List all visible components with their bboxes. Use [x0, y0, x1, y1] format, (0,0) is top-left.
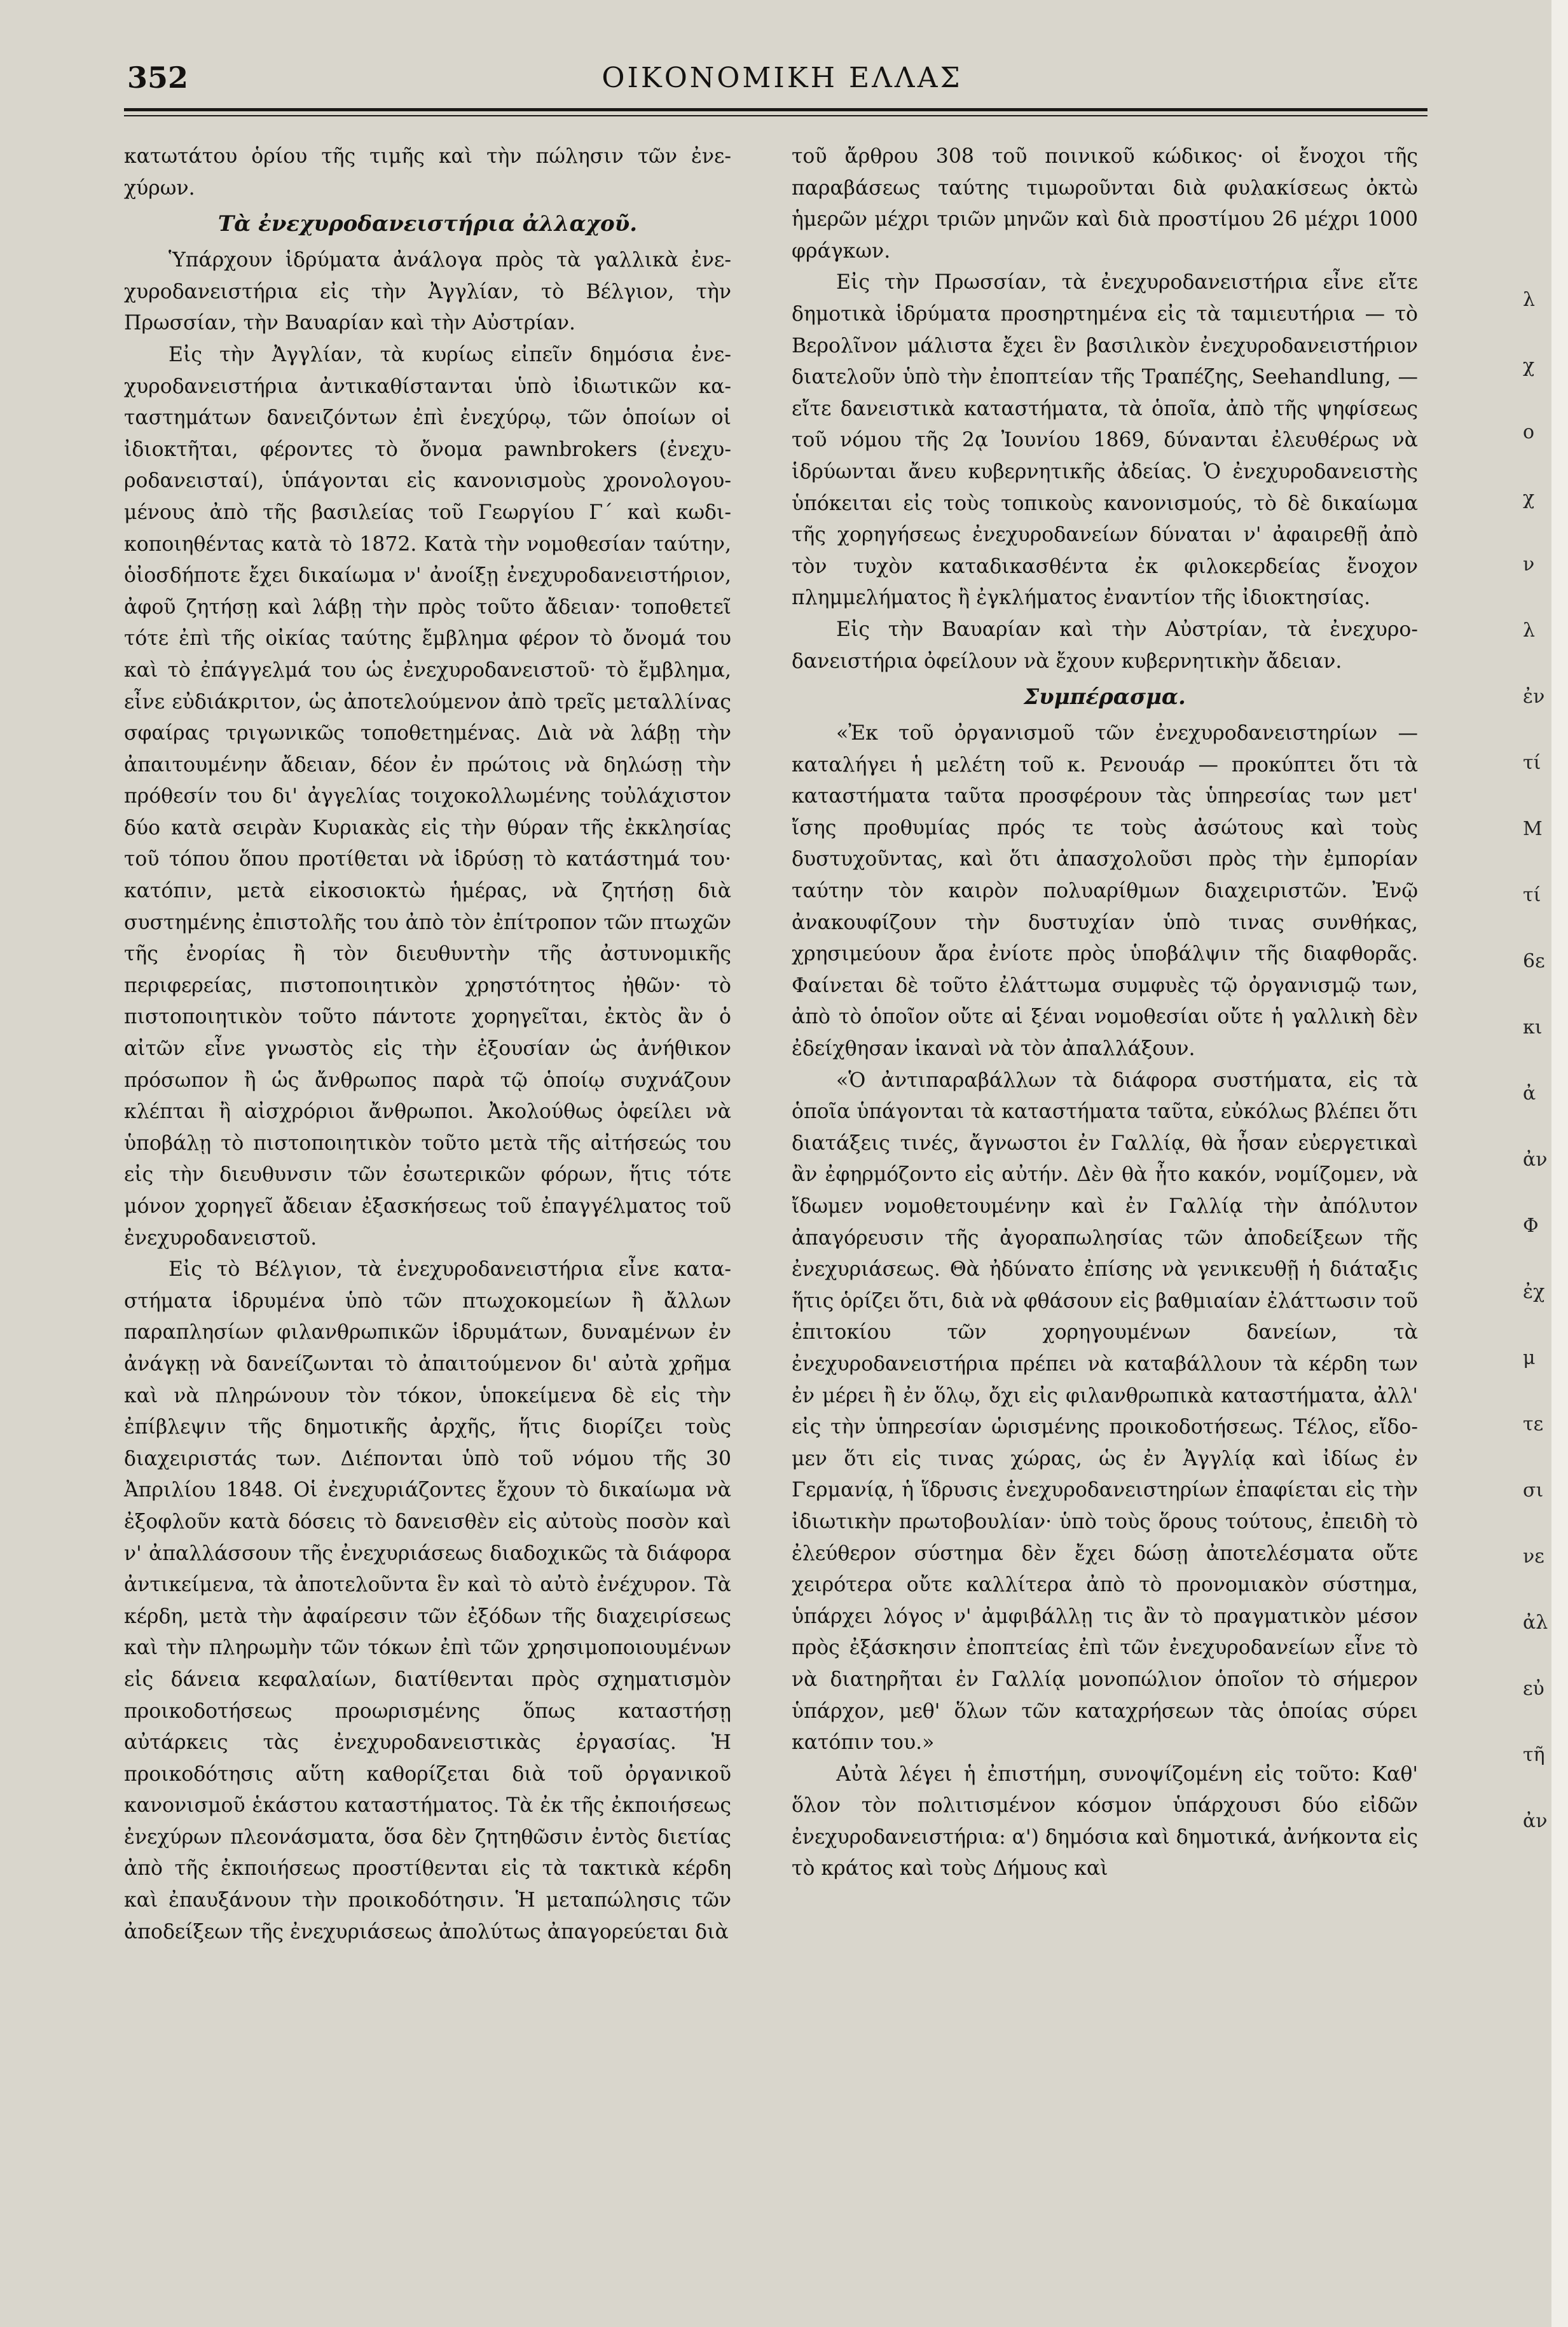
edge-fragment: ἀ [1523, 1082, 1536, 1105]
edge-fragment: κι [1523, 1016, 1543, 1039]
edge-fragment: εὐ [1523, 1678, 1544, 1700]
running-title: ΟΙΚΟΝΟΜΙΚΗ ΕΛΛΑΣ [602, 62, 963, 94]
page-header [127, 60, 1437, 105]
header-rule-thin [124, 115, 1427, 116]
conclusion-paragraph-2: «Ὁ ἀντιπαραβάλλων τὰ διάφορα συστήματα, εἰς τὰ ὁποῖα ὑπάγονται τὰ καταστήματα ταῦτα, εὐκόλως βλέπει ὅτι διατάξεις τινές, ἄγνωστοι ἐν Γαλλίᾳ, θὰ ἦσαν εὐεργετικαὶ ἂν ἐφηρμόζοντο εἰς αὐτήν. Δὲν θὰ ἦτο κακόν, νομίζομεν, νὰ ἴδωμεν νομοθετουμένην καὶ ἐν Γαλλίᾳ τὴν ἀπόλυτον ἀπαγόρευσιν τῆς ἀγοραπωλησίας τῶν ἀποδείξεων τῆς ἐνεχυριάσεως. Θὰ ἠδύνατο ἐπίσης νὰ γενικευθῇ ἡ διάταξις ἥτις ὁρίζει ὅτι, διὰ νὰ φθάσουν εἰς βαθμιαίαν ἐλάττωσιν τοῦ ἐπιτοκίου τῶν χορηγουμένων δανείων, τὰ ἐνεχυροδανειστήρια πρέπει νὰ καταβάλλουν τὰ κέρδη των ἐν μέρει ἢ ἐν ὅλῳ, ὄχι εἰς φιλανθρωπικὰ καταστήματα, ἀλλ' εἰς τὴν ὑπηρεσίαν ὡρισμένης προικοδοτήσεως. Τέλος, εἴδομεν ὅτι εἰς τινας χώρας, ὡς ἐν Ἀγγλίᾳ καὶ ἰδίως ἐν Γερμανίᾳ, ἡ ἵδρυσις ἐνεχυροδανειστηρίων ἐπαφίεται εἰς τὴν ἰδιωτικὴν πρωτοβουλίαν· ὑπὸ τοὺς ὅρους τούτους, ἐπειδὴ τὸ ἐλεύθερον σύστημα δὲν ἔχει δώσῃ ἀποτελέσματα οὔτε χειρότερα οὔτε καλλίτερα ἀπὸ τὸ προνομιακὸν σύστημα, ὑπάρχει λόγος ν' ἀμφιβάλλῃ τις ἂν τὸ πραγματικὸν μέσον πρὸς ἐξάσκησιν ἐποπτείας ἐπὶ τῶν ἐνεχυροδανείων εἶνε τὸ νὰ διατηρῆται ἐν Γαλλίᾳ μονοπώλιον ὁποῖον τὸ σήμερον ὑπάρχον, μεθ' ὅλων τῶν καταχρήσεων τὰς ὁποίας σύρει κατόπιν του.» [792, 1068, 1418, 1755]
conclusion-paragraph-1: «Ἐκ τοῦ ὀργανισμοῦ τῶν ἐνεχυροδανειστηρίων — καταλήγει ἡ μελέτη τοῦ κ. Ρενουάρ — προκύπτει ὅτι τὰ καταστήματα ταῦτα προσφέρουν τὰς ὑπηρεσίας των μετ' ἴσης προθυμίας πρός τε τοὺς ἀσώτους καὶ τοὺς δυστυχοῦντας, καὶ ὅτι ἀπασχολοῦσι πρὸς τὴν ἐμπορίαν ταύτην τὸν καιρὸν πολυαρίθμων διαχειριστῶν. Ἐνῷ ἀνακουφίζουν τὴν δυστυχίαν ὑπὸ τινας συνθήκας, χρησιμεύουν ἄρα ἐνίοτε πρὸς ὑποβάλψιν τῆς διαφθορᾶς. Φαίνεται δὲ τοῦτο ἐλάττωμα συμφυὲς τῷ ὀργανισμῷ των, ἀπὸ τὸ ὁποῖον οὔτε αἱ ξέναι νομοθεσίαι οὔτε ἡ γαλλικὴ δὲν ἐδείχθησαν ἱκαναὶ νὰ τὸν ἀπαλλάξουν. [792, 722, 1418, 1061]
edge-fragment: χ [1523, 355, 1535, 377]
conclusion-paragraph-3: Αὐτὰ λέγει ἡ ἐπιστήμη, συνοψίζομένη εἰς τοῦτο: Καθ' ὅλον τὸν πολιτισμένον κόσμον ὑπάρχουσι δύο εἰδῶν ἐνεχυροδανειστήρια: α') δημόσια καὶ δημοτικά, ἀνήκοντα εἰς τὸ κράτος καὶ τοὺς Δήμους καὶ [792, 1762, 1418, 1881]
edge-fragment: λ [1523, 619, 1536, 642]
edge-fragment: ν [1523, 553, 1535, 576]
edge-fragment: χ [1523, 487, 1535, 509]
edge-fragment: σι [1523, 1479, 1544, 1502]
right-column [792, 141, 1418, 2259]
edge-fragment: ἐν [1523, 686, 1545, 708]
edge-fragment: τε [1523, 1413, 1544, 1435]
left-paragraph-3: Εἰς τὸ Βέλγιον, τὰ ἐνεχυροδανειστήρια εἶνε καταστήματα ἱδρυμένα ὑπὸ τῶν πτωχοκομείων ἢ ἄλλων παραπλησίων φιλανθρωπικῶν ἱδρυμάτων, δυναμένων ἐν ἀνάγκῃ νὰ δανείζωνται τὸ ἀπαιτούμενον δι' αὐτὰ χρῆμα καὶ νὰ πληρώνουν τὸν τόκον, ὑποκείμενα δὲ εἰς τὴν ἐπίβλεψιν τῆς δημοτικῆς ἀρχῆς, ἥτις διορίζει τοὺς διαχειριστάς των. Διέπονται ὑπὸ τοῦ νόμου τῆς 30 Ἀπριλίου 1848. Οἱ ἐνεχυριάζοντες ἔχουν τὸ δικαίωμα νὰ ἐξοφλοῦν κατὰ δόσεις τὸ δανεισθὲν εἰς αὐτοὺς ποσὸν καὶ ν' ἀπαλλάσσουν τῆς ἐνεχυριάσεως διαδοχικῶς τὰ διάφορα ἀντικείμενα, τὰ ἀποτελοῦντα ἓν καὶ τὸ αὐτὸ ἐνέχυρον. Τὰ κέρδη, μετὰ τὴν ἀφαίρεσιν τῶν ἐξόδων τῆς διαχειρίσεως καὶ τὴν πληρωμὴν τῶν τόκων ἐπὶ τῶν χρησιμοποιουμένων εἰς δάνεια κεφαλαίων, διατίθενται πρὸς σχηματισμὸν προικοδοτήσεως προωρισμένης ὅπως καταστήσῃ αὐτάρκεις τὰς ἐνεχυροδανειστικὰς ἐργασίας. Ἡ προικοδότησις αὕτη καθορίζεται διὰ τοῦ ὀργανικοῦ κανονισμοῦ ἑκάστου καταστήματος. Τὰ ἐκ τῆς ἐκποιήσεως ἐνεχύρων πλεονάσματα, ὅσα δὲν ζητηθῶσιν ἐντὸς διετίας ἀπὸ τῆς ἐκποιήσεως προστίθενται εἰς τὰ τακτικὰ κέρδη καὶ ἐπαυξάνουν τὴν προικοδότησιν. Ἡ μεταπώλησις τῶν ἀποδείξεων τῆς ἐνεχυριάσεως ἀπολύτως ἀπαγορεύεται διὰ [124, 1258, 731, 1944]
left-paragraph-1: Ὑπάρχουν ἱδρύματα ἀνάλογα πρὸς τὰ γαλλικὰ ἐνεχυροδανειστήρια εἰς τὴν Ἀγγλίαν, τὸ Βέλγιον, τὴν Πρωσσίαν, τὴν Βαυαρίαν καὶ τὴν Αὐστρίαν. [124, 249, 731, 335]
header-rule [124, 108, 1427, 111]
right-paragraph-2: Εἰς τὴν Βαυαρίαν καὶ τὴν Αὐστρίαν, τὰ ἐνεχυροδανειστήρια ὀφείλουν νὰ ἔχουν κυβερνητικὴν ἄδειαν. [792, 618, 1418, 673]
edge-fragment: Φ [1523, 1215, 1539, 1237]
edge-fragment: Μ [1523, 818, 1543, 840]
edge-fragment: ἐχ [1523, 1281, 1545, 1303]
edge-fragment: λ [1523, 289, 1536, 311]
edge-fragment: μ [1523, 1347, 1536, 1369]
section-heading-pawnshops-abroad: Τὰ ἐνεχυροδανειστήρια ἀλλαχοῦ. [217, 211, 638, 237]
edge-fragment: ἀν [1523, 1810, 1548, 1832]
left-column [124, 141, 731, 2259]
page-number: 352 [127, 60, 189, 95]
left-paragraph-2: Εἰς τὴν Ἀγγλίαν, τὰ κυρίως εἰπεῖν δημόσια ἐνεχυροδανειστήρια ἀντικαθίστανται ὑπὸ ἰδιωτικῶν καταστημάτων δανειζόντων ἐπὶ ἐνεχύρῳ, τῶν ὁποίων οἱ ἰδιοκτῆται, φέροντες τὸ ὄνομα pawnbrokers (ἐνεχυροδανεισταί), ὑπάγονται εἰς κανονισμοὺς χρονολογουμένους ἀπὸ τῆς βασιλείας τοῦ Γεωργίου Γ´ καὶ κωδικοποιηθέντας κατὰ τὸ 1872. Κατὰ τὴν νομοθεσίαν ταύτην, ὁἰοσδήποτε ἔχει δικαίωμα ν' ἀνοίξῃ ἐνεχυροδανειστήριον, ἀφοῦ ζητήσῃ καὶ λάβῃ τὴν πρὸς τοῦτο ἄδειαν· τοποθετεῖ τότε ἐπὶ τῆς οἰκίας ταύτης ἔμβλημα φέρον τὸ ὄνομά του καὶ τὸ ἐπάγγελμά του ὡς ἐνεχυροδανειστοῦ· τὸ ἔμβλημα, εἶνε εὐδιάκριτον, ὡς ἀποτελούμενον ἀπὸ τρεῖς μεταλλίνας σφαίρας τριγωνικῶς τοποθετημένας. Διὰ νὰ λάβῃ τὴν ἀπαιτουμένην ἄδειαν, δέον ἐν πρώτοις νὰ δηλώσῃ τὴν πρόθεσίν του δι' ἀγγελίας τοιχοκολλωμένης τοὐλάχιστον δύο κατὰ σειρὰν Κυριακὰς εἰς τὴν θύραν τῆς ἐκκλησίας τοῦ τόπου ὅπου προτίθεται νὰ ἱδρύσῃ τὸ κατάστημά του· κατόπιν, μετὰ εἰκοσιοκτὼ ἡμέρας, νὰ ζητήσῃ διὰ συστημένης ἐπιστολῆς του ἀπὸ τὸν ἐπίτροπον τῶν πτωχῶν τῆς ἐνορίας ἢ τὸν διευθυντὴν τῆς ἀστυνομικῆς περιφερείας, πιστοποιητικὸν χρηστότητος ἠθῶν· τὸ πιστοποιητικὸν τοῦτο πάντοτε χορηγεῖται, ἐκτὸς ἂν ὁ αἰτῶν εἶνε γνωστὸς εἰς τὴν ἐξουσίαν ὡς ἀνήθικον πρόσωπον ἢ ὡς ἄνθρωπος παρὰ τῷ ὁποίῳ συχνάζουν κλέπται ἢ αἰσχρόριοι ἄνθρωποι. Ἀκολούθως ὀφείλει νὰ ὑποβάλῃ τὸ πιστοποιητικὸν τοῦτο μετὰ τῆς αἰτήσεώς του εἰς τὴν διευθυνσιν τῶν ἐσωτερικῶν φόρων, ἥτις τότε μόνον χορηγεῖ ἄδειαν ἐξασκήσεως τοῦ ἐπαγγέλματος τοῦ ἐνεχυροδανειστοῦ. [124, 343, 731, 1250]
scan-margin [1551, 0, 1568, 2327]
facing-page-edge [1523, 267, 1551, 2302]
edge-fragment: τί [1523, 752, 1541, 774]
left-intro-paragraph: κατωτάτου ὁρίου τῆς τιμῆς καὶ τὴν πώλησιν τῶν ἐνεχύρων. [124, 145, 731, 200]
edge-fragment: τῆ [1523, 1744, 1545, 1766]
section-heading-conclusion: Συμπέρασμα. [1024, 684, 1186, 710]
right-paragraph-1: Εἰς τὴν Πρωσσίαν, τὰ ἐνεχυροδανειστήρια εἶνε εἴτε δημοτικὰ ἱδρύματα προσηρτημένα εἰς τὰ ταμιευτήρια — τὸ Βερολῖνον μάλιστα ἔχει ἓν βασιλικὸν ἐνεχυροδανειστήριον διατελοῦν ὑπὸ τὴν ἐποπτείαν τῆς Τραπέζης, Seehandlung, — εἴτε δανειστικὰ καταστήματα, τὰ ὁποῖα, ἀπὸ τῆς ψηφίσεως τοῦ νόμου τῆς 2ᾳ Ἰουνίου 1869, δύνανται ἐλευθέρως νὰ ἱδρύωνται ἄνευ κυβερνητικῆς ἀδείας. Ὁ ἐνεχυροδανειστὴς ὑπόκειται εἰς τοὺς τοπικοὺς κανονισμούς, τὸ δὲ δικαίωμα τῆς χορηγήσεως ἐνεχυροδανείων δύναται ν' ἀφαιρεθῇ ἀπὸ τὸν τυχὸν καταδικασθέντα ἐκ φιλοκερδείας ἔνοχον πλημμελήματος ἢ ἐγκλήματος ἐναντίον τῆς ἰδιοκτησίας. [792, 271, 1418, 610]
edge-fragment: ο [1523, 421, 1535, 443]
edge-fragment: ἀν [1523, 1149, 1548, 1171]
edge-fragment: 6ε [1523, 950, 1545, 972]
edge-fragment: τί [1523, 884, 1541, 906]
right-intro-paragraph: τοῦ ἄρθρου 308 τοῦ ποινικοῦ κώδικος· οἱ ἔνοχοι τῆς παραβάσεως ταύτης τιμωροῦνται διὰ φυλακίσεως ὀκτὼ ἡμερῶν μέχρι τριῶν μηνῶν καὶ διὰ προστίμου 26 μέχρι 1000 φράγκων. [792, 145, 1418, 263]
edge-fragment: ἀλ [1523, 1612, 1548, 1634]
edge-fragment: νε [1523, 1545, 1544, 1568]
